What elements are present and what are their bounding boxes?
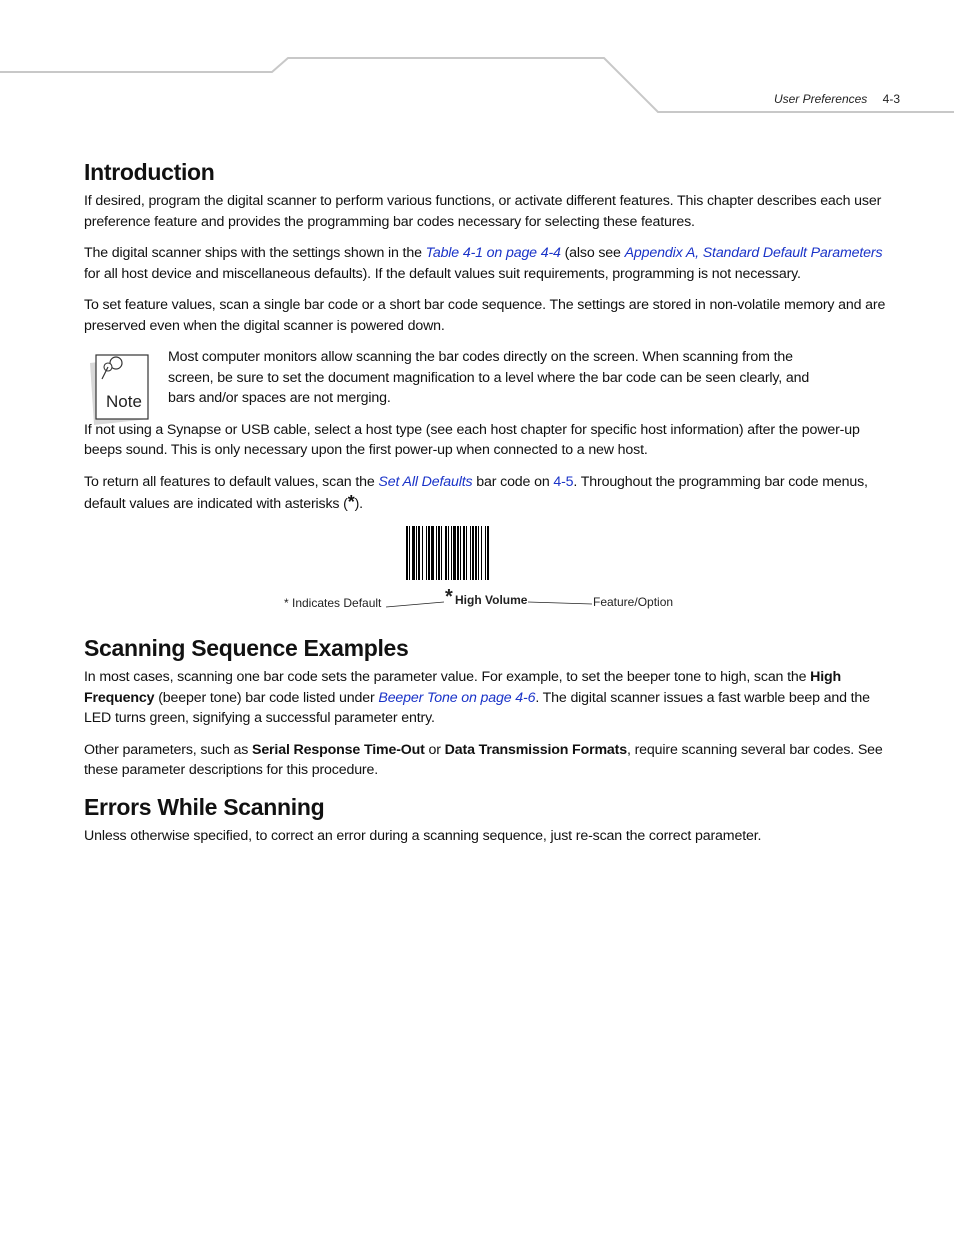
section-heading-introduction: Introduction [84, 159, 215, 185]
option-label: High Volume [455, 592, 528, 607]
section-heading-scanning-sequence: Scanning Sequence Examples [84, 634, 409, 661]
link-set-all-defaults[interactable]: Set All Defaults [378, 473, 473, 490]
link-table-4-1[interactable]: Table 4-1 on page 4-4 [425, 245, 561, 262]
intro-paragraph-4: If not using a Synapse or USB cable, select a host type (see each host chapter for specific host information) after the power-up beeps sound. This is only necessary upon the first power-up when connected to a new host. [84, 421, 860, 459]
link-beeper-tone[interactable]: Beeper Tone on page 4-6 [378, 689, 536, 706]
page-content [84, 160, 896, 857]
scanning-paragraph-2: Other parameters, such as Serial Response Time-Out or Data Transmission Formats, require scanning several bar codes. See these parameter descriptions for this procedure. [84, 741, 883, 779]
intro-paragraph-3: To set feature values, scan a single bar code or a short bar code sequence. The settings are stored in non-volatile memory and are preserved even when the digital scanner is powered down. [84, 297, 886, 334]
running-title: User Preferences [773, 92, 868, 106]
intro-paragraph-5: To return all features to default values, scan the Set All Defaults bar code on 4-5. Throughout the programming bar code menus, default values are indicated with asterisks (*). [84, 473, 868, 513]
indicates-default-label: * Indicates Default [284, 595, 382, 610]
link-page-4-5[interactable]: 4-5 [553, 473, 574, 490]
running-head [774, 92, 900, 106]
note-text: Most computer monitors allow scanning the bar codes directly on the screen. When scanning from the screen, be sure to set the document magnification to a level where the bar code can be seen clearly, and bars and/or spaces are not merging. [168, 349, 810, 407]
note-label: Note [106, 392, 142, 412]
barcode-callout-lines [84, 526, 896, 626]
barcode-example [84, 526, 896, 626]
asterisk-symbol: * [347, 492, 355, 513]
intro-paragraph-2: The digital scanner ships with the settings shown in the Table 4-1 on page 4-4 (also see Appendix A, Standard Default Parameters for all host device and miscellaneous defaults). If the default values suit requirements, programming is not necessary. [84, 245, 883, 282]
page-number: 4-3 [882, 92, 900, 106]
intro-paragraph-1: If desired, program the digital scanner to perform various functions, or activate different features. This chapter describes each user preference feature and provides the programming bar codes necessary for selecting these features. [84, 193, 882, 230]
errors-paragraph-1: Unless otherwise specified, to correct an error during a scanning sequence, just re-scan the correct parameter. [84, 827, 762, 844]
scanning-paragraph-1: In most cases, scanning one bar code sets the parameter value. For example, to set the beeper tone to high, scan the High Frequency (beeper tone) bar code listed under Beeper Tone on page 4-6. The digital scanner issues a fast warble beep and the LED turns green, signifying a successful parameter entry. [84, 669, 870, 727]
feature-option-label: Feature/Option [593, 594, 674, 609]
default-asterisk: * [445, 585, 453, 608]
link-appendix-a[interactable]: Appendix A, Standard Default Parameters [624, 245, 883, 262]
note-pin-icon [84, 349, 154, 429]
section-heading-errors: Errors While Scanning [84, 793, 325, 820]
note-block [84, 347, 896, 412]
